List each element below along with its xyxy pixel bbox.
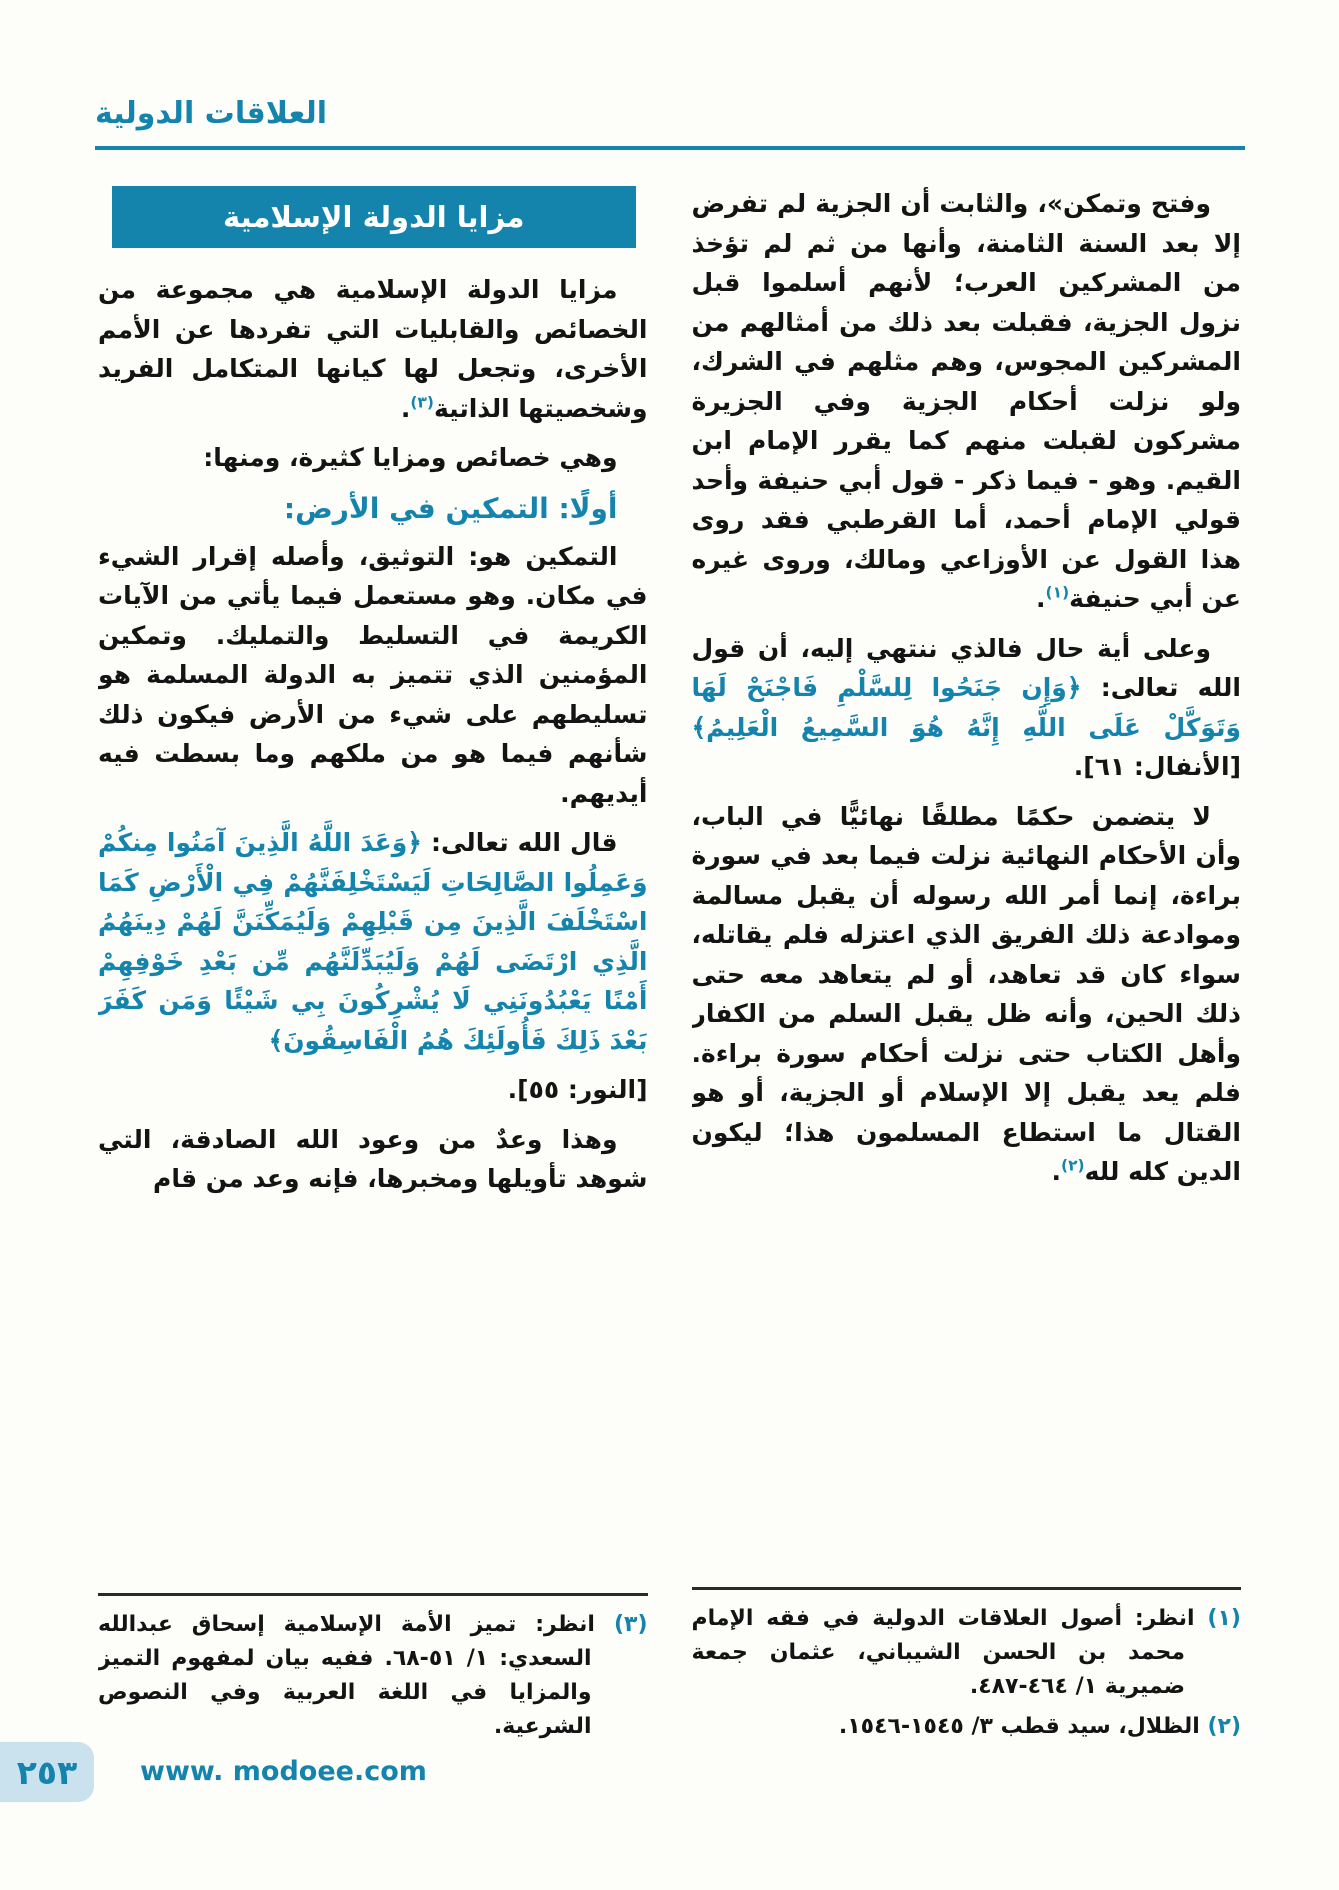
footnote-ref-2: (٢) <box>1060 1156 1085 1175</box>
paragraph-text: . <box>400 393 411 423</box>
footnotes-left-column <box>98 1593 648 1750</box>
verse-reference-nur: [النور: ٥٥]. <box>507 1075 648 1104</box>
quran-verse-anfal: ﴿وَإِن جَنَحُوا لِلسَّلْمِ فَاجْنَحْ لَهَا وَتَوَكَّلْ عَلَى اللَّهِ إِنَّهُ هُوَ السَّمِيعُ الْعَلِيمُ﴾ <box>691 673 1241 742</box>
paragraph-verse-anfal <box>692 629 1242 787</box>
paragraph-tamkin-definition: التمكين هو: التوثيق، وأصله إقرار الشيء في مكان. وهو مستعمل فيما يأتي من الآيات الكريمة في التسليط والتمليك. وتمكين المؤمنين الذي تتميز به الدولة المسلمة هو تسليطهم على شيء من الأرض فيكون ذلك شأنهم فيما هو من ملكهم وما بسطت فيه أيديهم. <box>98 541 648 808</box>
paragraph-text: . <box>1051 1157 1061 1186</box>
footnote-2 <box>692 1710 1242 1744</box>
footnotes-right-column <box>692 1587 1242 1750</box>
paragraph-text: وفتح وتمكن»، والثابت أن الجزية لم تفرض إلا بعد السنة الثامنة، وأنها من ثم لم تؤخذ من المشركين العرب؛ لأنهم أسلموا قبل نزول الجزية، فقبلت بعد ذلك من أمثالهم من المشركين المجوس، وهم مثلهم في الشرك، ولو نزلت أحكام الجزية وفي الجزيرة مشركون لقبلت منهم كما يقرر الإمام ابن القيم. وهو - فيما ذكر - قول أبي حنيفة وأحد قولي الإمام أحمد، أما القرطبي فقد روى هذا القول عن الأوزاعي ومالك، وروى غيره عن أبي حنيفة <box>691 189 1241 613</box>
paragraph-text: قال الله تعالى: <box>421 828 618 857</box>
footnote-3 <box>98 1608 648 1744</box>
page-number-badge <box>0 1742 94 1802</box>
paragraph-jizya <box>692 184 1242 619</box>
header-rule <box>95 146 1245 150</box>
paragraph-text: مزايا الدولة الإسلامية هي مجموعة من الخصائص والقابليات التي تفردها عن الأمم الأخرى، وتجعل لها كيانها المتكامل الفريد وشخصيتها الذاتية <box>98 275 648 423</box>
footnote-3-text: انظر: تميز الأمة الإسلامية إسحاق عبدالله السعدي: ١/ ٥١-٦٨. ففيه بيان لمفهوم التميز والمزايا في اللغة العربية وفي النصوص الشرعية. <box>98 1611 595 1739</box>
footnote-2-marker: (٢) <box>1207 1713 1241 1739</box>
section-title-box: مزايا الدولة الإسلامية <box>112 186 636 248</box>
footnote-ref-3: (٣) <box>410 393 434 412</box>
website-url[interactable]: www. modoee.com <box>140 1756 427 1787</box>
paragraph-many-advantages: وهي خصائص ومزايا كثيرة، ومنها: <box>203 443 618 472</box>
quran-verse-nur: ﴿وَعَدَ اللَّهُ الَّذِينَ آمَنُوا مِنكُمْ وَعَمِلُوا الصَّالِحَاتِ لَيَسْتَخْلِفَنَّهُمْ فِي الْأَرْضِ كَمَا اسْتَخْلَفَ الَّذِينَ مِن قَبْلِهِمْ وَلَيُمَكِّنَنَّ لَهُمْ دِينَهُمُ الَّذِي ارْتَضَى لَهُمْ وَلَيُبَدِّلَنَّهُم مِّن بَعْدِ خَوْفِهِمْ أَمْنًا يَعْبُدُونَنِي لَا يُشْرِكُونَ بِي شَيْئًا وَمَن كَفَرَ بَعْدَ ذَلِكَ فَأُولَئِكَ هُمُ الْفَاسِقُونَ﴾ <box>98 828 648 1055</box>
left-column <box>98 184 648 1750</box>
footnote-1-text: انظر: أصول العلاقات الدولية في فقه الإمام محمد بن الحسن الشيباني، عثمان جمعة ضميرية ١/ ٤٦٤-٤٨٧. <box>691 1605 1195 1699</box>
right-column <box>692 184 1242 1750</box>
verse-reference-anfal: [الأنفال: ٦١]. <box>1073 752 1241 781</box>
paragraph-text: وعلى أية حال فالذي ننتهي إليه، أن قول الله تعالى: <box>691 633 1241 702</box>
footnote-ref-1: (١) <box>1045 583 1070 602</box>
footnote-3-marker: (٣) <box>613 1611 648 1637</box>
subheading-tamkin: أولًا: التمكين في الأرض: <box>283 491 618 525</box>
paragraph-text: . <box>1036 584 1046 613</box>
paragraph-advantages-intro <box>98 270 648 428</box>
footnote-2-text: الظلال، سيد قطب ٣/ ١٥٤٥-١٥٤٦. <box>838 1713 1200 1739</box>
footnote-1 <box>692 1602 1242 1704</box>
paragraph-text: لا يتضمن حكمًا مطلقًا نهائيًّا في الباب، وأن الأحكام النهائية نزلت فيما بعد في سورة براءة، إنما أمر الله رسوله أن يقبل مسالمة وموادعة ذلك الفريق الذي اعتزله فلم يقاتله، سواء كان قد تعاهد، أو لم يتعاهد معه حتى ذلك الحين، وأنه ظل يقبل السلم من الكفار وأهل الكتاب حتى نزلت أحكام سورة براءة. فلم يعد يقبل إلا الإسلام أو الجزية، أو هو القتال ما استطاع المسلمون هذا؛ ليكون الدين كله لله <box>691 801 1241 1186</box>
paragraph-ruling <box>692 797 1242 1192</box>
page-number: ٢٥٣ <box>16 1752 78 1792</box>
content-columns <box>98 184 1241 1750</box>
paragraph-verse-nur <box>98 823 648 1060</box>
paragraph-promise: وهذا وعدٌ من وعود الله الصادقة، التي شوهد تأويلها ومخبرها، فإنه وعد من قام <box>98 1124 648 1193</box>
footnote-1-marker: (١) <box>1207 1605 1241 1631</box>
running-head-title: العلاقات الدولية <box>95 96 327 131</box>
